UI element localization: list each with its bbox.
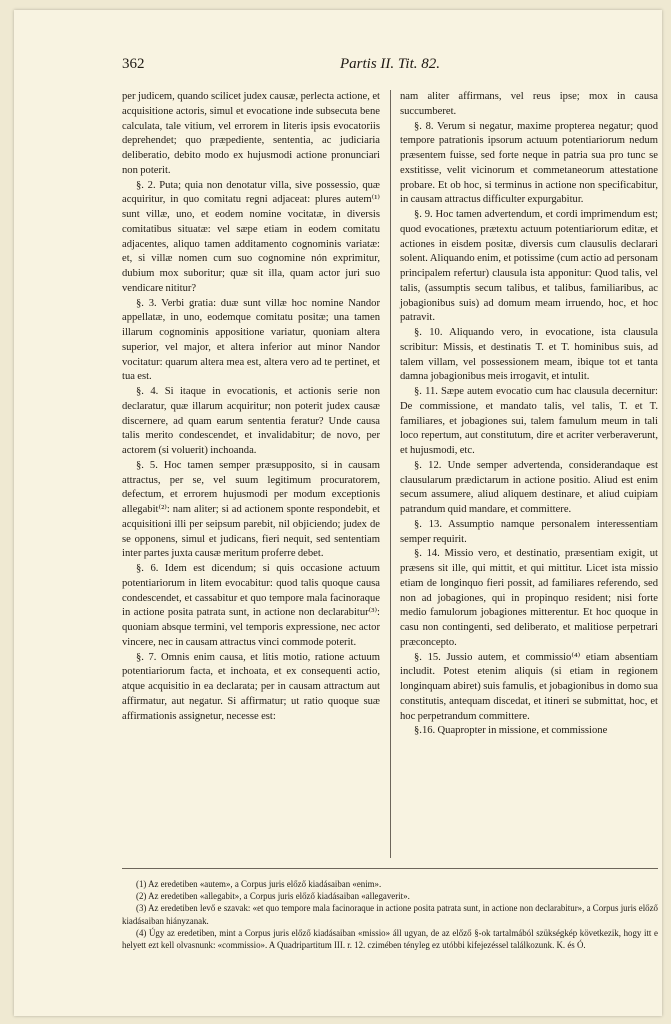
page-number: 362 <box>122 56 145 72</box>
left-column <box>122 90 380 724</box>
paragraph: §. 3. Verbi gratia: duæ sunt villæ hoc nomine Nandor appellatæ, in uno, eodemque comitatu positæ; una tamen illarum cognominis appositione variatur, quoniam altera superior, vel major, et altera inferior aut minor Nandor vocitatur: quarum altera mea est, altera vero ad te pertinet, et tua est. <box>122 297 380 383</box>
running-title: Partis II. Tit. 82. <box>339 56 440 72</box>
paragraph: §. 11. Sæpe autem evocatio cum hac clausula decernitur: De commissione, et mandato talis, vel talis, T. et T. familiares, et jobagiones sui, talem famulum meum in tali loco repertum, aut constitutum, dire et acriter verberaverunt, et hujusmodi, etc. <box>400 386 658 456</box>
paragraph: §. 14. Missio vero, et destinatio, præsentiam exigit, ut præsens sit ille, qui mittit, et qui mittitur. Licet ista missio etiam de longinquo fieri possit, ad familiares referendo, sed non ad jobagiones, qui in propinquo resident; nisi forte medio famulorum jobagiones mitterentur. Et hoc quoque in casu non contingenti, sed deliberato, et malitiose perpetrari præconcepto. <box>400 548 658 648</box>
footnote: (2) Az eredetiben «allegabit», a Corpus juris előző kiadásaiban «allegaverit». <box>136 891 410 902</box>
book-page <box>14 10 662 1016</box>
paragraph: §. 4. Si itaque in evocationis, et actionis serie non declaratur, quæ illarum acquiritur; non poterit judex causæ discernere, ad quam earum sententia feratur? Unde causa talis merito condescendet, et invalidabitur; de novo, per actorem (si voluerit) inchoanda. <box>122 386 380 456</box>
footnotes <box>122 878 658 951</box>
paragraph: §. 2. Puta; quia non denotatur villa, sive possessio, quæ acquiritur, in quo comitatu regni adjaceat: plures autem⁽¹⁾ sunt villæ, uno, et eodem nomine vocitatæ, in diversis comitatibus situatæ: vel sæpe etiam in eodem comitatu adjacentes, aliquo tamen additamento cognominis variatæ: et, si villæ nomen cum suo cognomine nón exprimitur, dubium mox suboritur; quæ sit illa, quam actor juri suo vendicare nititur? <box>122 179 380 294</box>
text-columns <box>122 90 658 858</box>
paragraph: nam aliter affirmans, vel reus ipse; mox in causa succumberet. <box>400 91 658 117</box>
paragraph: per judicem, quando scilicet judex causæ, perlecta actione, et acquisitione actoris, simul et evocatione inde subsecuta bene calculata, tale vitium, vel errorem in literis ipsis evocatoriis deprehendet; quo præpediente, sententia, ac judiciaria deliberatio, debito modo ex hujusmodi actione pronunciari non poterit. <box>122 91 380 176</box>
paragraph: §. 10. Aliquando vero, in evocatione, ista clausula scribitur: Missis, et destinatis T. et T. hominibus suis, ad talem villam, vel possessionem meam, ibique tot et tanta damna jobagionibus meis irrogavit, et intulit. <box>400 327 658 383</box>
paragraph: §. 13. Assumptio namque personalem interessentiam semper requirit. <box>400 518 658 545</box>
paragraph: §. 12. Unde semper advertenda, considerandaque est clausularum prædictarum in actione positio. Aliud est enim secum assumere, aliud aliquem destinare, et aliud cuipiam patrandum quid mandare, et committere. <box>400 459 658 515</box>
paragraph: §. 5. Hoc tamen semper præsupposito, si in causam attractus, per se, vel suum legitimum procuratorem, defectum, et errorem hujusmodi per modum exceptionis allegabit⁽²⁾: nam aliter; si ad actionem sponte respondebit, et acquisitioni illi per seipsum parebit, nil objiciendo; judex de se opponens, simul et judicans, fieri nequit, sed sententiam inter partes juxta causæ meritum proferre debet. <box>122 459 380 560</box>
paragraph: §. 9. Hoc tamen advertendum, et cordi imprimendum est; quod evocationes, prætextu actuum potentiariorum editæ, et actiones in eisdem positæ, diversis cum clausulis declarari solent. Aliquando enim, et potissime (cum actio ad personam principalem refertur) clausula ista apponitur: Quod talis, vel talis, (assumptis secum talibus, et talibus, familiaribus, ac jobagionibus suis) ad domum meam irruendo, hoc, et hoc patravit. <box>400 209 658 324</box>
paragraph: §. 6. Idem est dicendum; si quis occasione actuum potentiariorum in litem evocabitur: quod talis quoque causa condescendet, et cassabitur et quo tempore mala facinoraque in actione posita patrata sunt, in actione non declarabitur⁽³⁾: quoniam absque termini, vel temporis expressione, nec actor vincere, nec in causam attractus vinci commode poterit. <box>122 563 380 648</box>
footnote: (3) Az eredetiben levő e szavak: «et quo tempore mala facinoraque in actione posita patrata sunt, in actione non declarabitur», a Corpus juris előző kiadásaiban hiányzanak. <box>122 903 658 926</box>
footnote: (1) Az eredetiben «autem», a Corpus juris előző kiadásaiban «enim». <box>136 879 382 889</box>
paragraph: §. 15. Jussio autem, et commissio⁽⁴⁾ etiam absentiam includit. Potest etenim aliquis (si etiam in regionem longinquam abiret) suis famulis, et jobagionibus in domo sua constitutis, antequam discedat, et itineri se submittat, hoc, et hoc perpetrandum committere. <box>400 651 658 722</box>
paragraph: §. 8. Verum si negatur, maxime propterea negatur; quod tempore patrationis ipsorum actuum potentiariorum nedum præsentem fuisse, sed forte neque in patria sua pro tunc se exstitisse, velit vicinorum et commetaneorum attestatione probare. Et ob hoc, si terminus in actione non specificabitur, in causam attractus difficulter expurgabitur. <box>400 120 658 206</box>
column-divider <box>390 90 391 858</box>
footnote-rule <box>122 868 658 869</box>
page-header <box>122 56 658 76</box>
paragraph: §.16. Quapropter in missione, et commissione <box>414 725 608 737</box>
right-column <box>400 90 658 739</box>
paragraph: §. 7. Omnis enim causa, et litis motio, ratione actuum potentiariorum facta, et inchoata, et ex consequenti actio, atque acquisitio in ea declarata; per in causam attractum aut affirmatur, aut negatur. Si affirmatur; ut ratio quoque suæ affirmationis assignetur, necesse est: <box>122 651 380 722</box>
footnote: (4) Úgy az eredetiben, mint a Corpus juris előző kiadásaiban «missio» áll ugyan, de az előző §-ok tartalmából szükségkép következik, hogy itt e helyett ezt kell olvasnunk: «commissio». A Quadripartitum III. r. 12. czimében tényleg ez utóbbi kifejezéssel találkozunk. K. és Ó. <box>122 927 658 951</box>
